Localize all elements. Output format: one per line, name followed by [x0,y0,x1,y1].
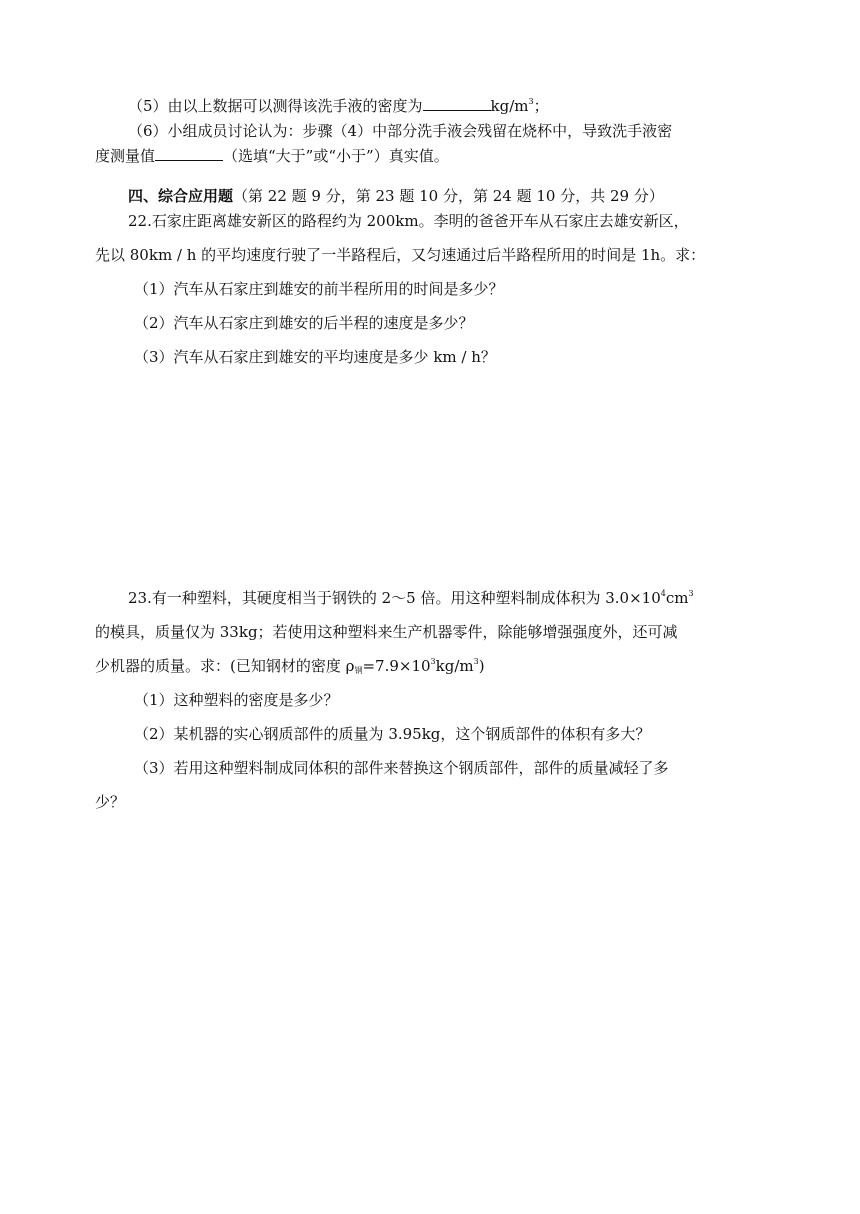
q23-sub3-line2: 少？ [95,793,126,811]
exponent: 4 [660,589,666,598]
section-title: 四、综合应用题 [128,187,234,205]
q23-sub1: （1）这种塑料的密度是多少？ [134,691,339,709]
unit-text: kg/m [435,657,474,675]
q21-part5-text: （5）由以上数据可以测得该洗手液的密度为 [128,97,423,115]
q23-line1-text: 23.有一种塑料，其硬度相当于钢铁的 2～5 倍。用这种塑料制成体积为 3.0×10 [128,589,661,607]
q23-line2: 的模具，质量仅为 33kg；若使用这种塑料来生产机器零件，除能够增强强度外，还可减 [95,623,678,641]
punctuation: ) [478,657,485,675]
punctuation: ； [533,97,549,115]
exponent: 3 [688,589,694,598]
q21-part6-line1: （6）小组成员讨论认为：步骤（4）中部分洗手液会残留在烧杯中，导致洗手液密 [128,122,673,140]
q22-sub3: （3）汽车从石家庄到雄安的平均速度是多少 km / h？ [134,348,496,366]
section-desc: （第 22 题 9 分，第 23 题 10 分，第 24 题 10 分，共 29 分） [233,187,664,205]
subscript: 钢 [354,666,363,675]
q23-line3 [95,656,485,676]
q21-part6-text-b: （选填“大于”或“小于”）真实值。 [223,147,449,165]
q22-sub2: （2）汽车从石家庄到雄安的后半程的速度是多少？ [134,314,474,332]
q23-sub2: （2）某机器的实心钢质部件的质量为 3.95kg，这个钢质部件的体积有多大？ [134,725,651,743]
unit-text: cm [665,589,689,607]
q21-part5 [128,96,549,116]
exponent: 3 [430,657,436,666]
q23-line3-text-b: =7.9×10 [362,657,431,675]
exponent: 3 [473,657,479,666]
q21-part6-line2 [95,146,449,166]
section-heading [128,186,664,206]
q21-part6-text-a: 度测量值 [95,147,156,165]
q22-line2: 先以 80km / h 的平均速度行驶了一半路程后，又匀速通过后半路程所用的时间是 1h。求： [95,246,706,264]
answer-blank[interactable] [155,146,223,161]
q22-sub1: （1）汽车从石家庄到雄安的前半程所用的时间是多少？ [134,280,504,298]
q23-sub3-line1: （3）若用这种塑料制成同体积的部件来替换这个钢质部件，部件的质量减轻了多 [134,759,669,777]
unit-text: kg/m [490,97,529,115]
answer-blank[interactable] [423,96,491,111]
q23-line3-text-a: 少机器的质量。求：(已知钢材的密度 ρ [95,657,355,675]
q23-line1 [128,588,694,608]
unit-exponent: 3 [528,97,534,106]
q22-line1: 22.石家庄距离雄安新区的路程约为 200km。李明的爸爸开车从石家庄去雄安新区， [128,212,689,230]
